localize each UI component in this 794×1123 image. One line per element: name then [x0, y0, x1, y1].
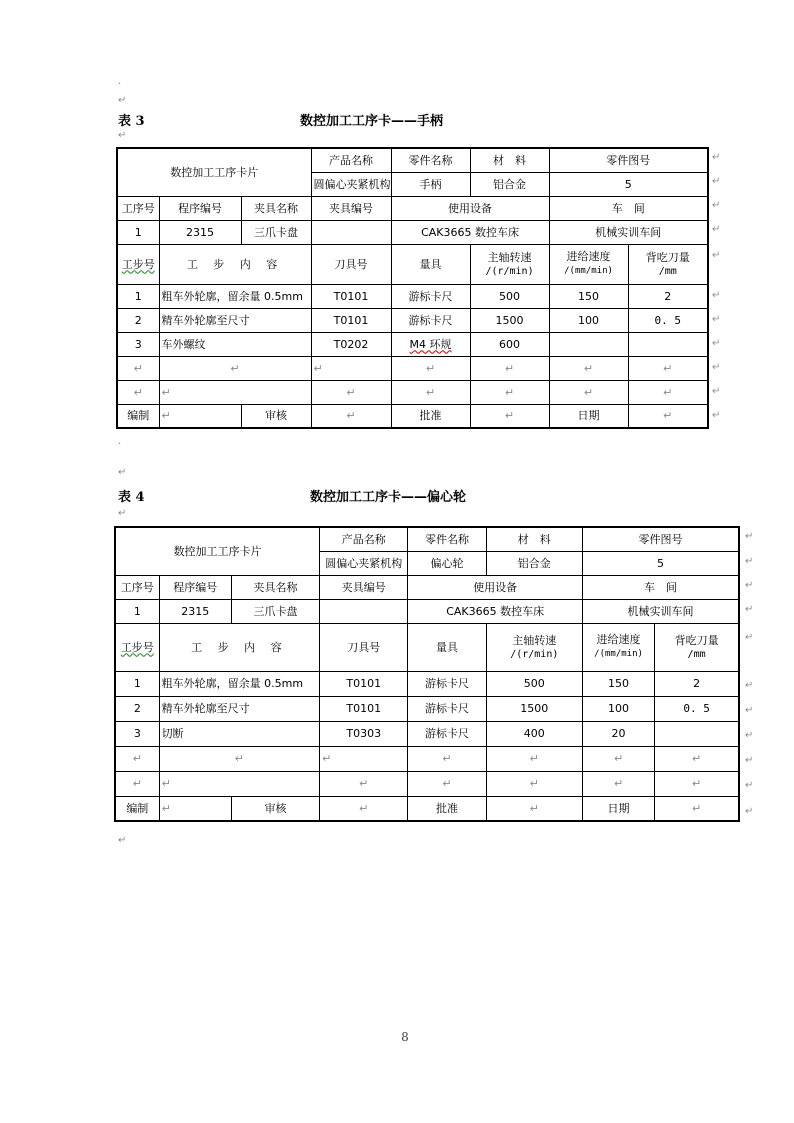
fixture-no-value: [320, 599, 408, 623]
header-speed: [486, 623, 582, 671]
header-equipment: 使用设备: [408, 575, 583, 599]
cell-mark: ↵: [408, 746, 486, 771]
cell-mark: ↵: [159, 404, 241, 428]
header-step-no: 工序号: [117, 196, 159, 220]
row-end-mark: ↵: [712, 338, 721, 349]
row-tool: T0101: [311, 284, 391, 308]
header-speed: [470, 244, 549, 284]
header-speed-unit: /(r/min): [510, 648, 559, 660]
table-row: [115, 671, 739, 696]
row-content: 精车外轮廓至尺寸: [159, 696, 320, 721]
material-value: 铝合金: [470, 172, 549, 196]
drawing-value: 5: [582, 551, 739, 575]
paragraph-mark: ↵: [118, 130, 127, 141]
row-no: 1: [115, 671, 159, 696]
cell-mark: ↵: [628, 404, 708, 428]
row-no: 3: [117, 332, 159, 356]
equipment-value: CAK3665 数控车床: [408, 599, 583, 623]
header-speed-label: 主轴转速: [487, 250, 532, 264]
cell-mark: ↵: [628, 356, 708, 380]
card-title: 数控加工工序卡片: [117, 148, 311, 196]
cell-mark: ↵: [655, 771, 739, 796]
row-depth: 2: [655, 671, 739, 696]
material-value: 铝合金: [486, 551, 582, 575]
footer-review: 审核: [231, 796, 319, 821]
row-feed: 100: [549, 308, 628, 332]
cell-mark: ↵: [470, 380, 549, 404]
row-tool: T0101: [311, 308, 391, 332]
header-fixture-name: 夹具名称: [231, 575, 319, 599]
paragraph-mark: ↵: [118, 835, 127, 846]
row-end-mark: ↵: [745, 680, 754, 691]
table-title: 数控加工工序卡——偏心轮: [310, 490, 467, 505]
cell-mark: ↵: [159, 356, 311, 380]
row-end-mark: ↵: [745, 755, 754, 766]
row-speed: 400: [486, 721, 582, 746]
product-value: 圆偏心夹紧机构: [311, 172, 391, 196]
row-no: 2: [117, 308, 159, 332]
header-product: 产品名称: [320, 527, 408, 551]
cell-mark: ↵: [582, 746, 654, 771]
paragraph-mark: ↵: [118, 95, 127, 106]
row-end-mark: ↵: [712, 176, 721, 187]
row-speed: 500: [486, 671, 582, 696]
row-no: 2: [115, 696, 159, 721]
header-feed: [549, 244, 628, 284]
row-feed: 150: [582, 671, 654, 696]
header-equipment: 使用设备: [391, 196, 549, 220]
header-step-no: 工序号: [115, 575, 159, 599]
footer-date: 日期: [582, 796, 654, 821]
product-value: 圆偏心夹紧机构: [320, 551, 408, 575]
cell-mark: ↵: [549, 380, 628, 404]
row-speed: 600: [470, 332, 549, 356]
table-row: [117, 332, 708, 356]
header-depth: [655, 623, 739, 671]
cell-mark: ↵: [582, 771, 654, 796]
part-name-value: 偏心轮: [408, 551, 486, 575]
cell-mark: ↵: [311, 380, 391, 404]
header-part-name: 零件名称: [408, 527, 486, 551]
header-feed-label: 进给速度: [566, 250, 611, 263]
row-speed: 1500: [486, 696, 582, 721]
row-end-mark: ↵: [712, 250, 721, 261]
row-end-mark: ↵: [745, 580, 754, 591]
program-value: 2315: [159, 599, 231, 623]
header-gauge: 量具: [391, 244, 470, 284]
cell-mark: ↵: [470, 356, 549, 380]
equipment-value: CAK3665 数控车床: [391, 220, 549, 244]
cell-mark: ↵: [628, 380, 708, 404]
fixture-name-value: 三爪卡盘: [241, 220, 311, 244]
header-work-step: 工步号: [115, 623, 159, 671]
header-speed-label: 主轴转速: [512, 633, 557, 647]
table-row-empty: [115, 746, 739, 771]
row-end-mark: ↵: [712, 410, 721, 421]
row-feed: [549, 332, 628, 356]
footer-date: 日期: [549, 404, 628, 428]
table-caption: 表 4: [118, 490, 145, 505]
row-content: 切断: [159, 721, 320, 746]
fixture-name-value: 三爪卡盘: [231, 599, 319, 623]
row-gauge: 游标卡尺: [391, 284, 470, 308]
card-title: 数控加工工序卡片: [115, 527, 320, 575]
drawing-value: 5: [549, 172, 708, 196]
header-material: 材 料: [470, 148, 549, 172]
header-depth: [628, 244, 708, 284]
row-end-mark: ↵: [712, 290, 721, 301]
row-end-mark: ↵: [712, 314, 721, 325]
row-feed: 150: [549, 284, 628, 308]
row-gauge: M4 环规: [391, 332, 470, 356]
paragraph-mark: ·: [118, 439, 122, 450]
header-depth-unit: /mm: [658, 265, 677, 277]
cell-mark: ↵: [159, 796, 231, 821]
row-speed: 500: [470, 284, 549, 308]
row-end-mark: ↵: [745, 730, 754, 741]
table-row-empty: [117, 380, 708, 404]
cell-mark: ↵: [655, 796, 739, 821]
row-tool: T0202: [311, 332, 391, 356]
table-row-empty: [117, 356, 708, 380]
cell-mark: ↵: [549, 356, 628, 380]
row-end-mark: ↵: [745, 780, 754, 791]
row-feed: 100: [582, 696, 654, 721]
header-workshop: 车 间: [582, 575, 739, 599]
header-depth-label: 背吃刀量: [645, 250, 690, 264]
table-title: 数控加工工序卡——手柄: [300, 114, 444, 129]
row-content: 粗车外轮廓，留余量 0.5mm: [159, 284, 311, 308]
part-name-value: 手柄: [391, 172, 470, 196]
paragraph-mark: ·: [118, 79, 122, 90]
row-end-mark: ↵: [745, 556, 754, 567]
cell-mark: ↵: [159, 771, 320, 796]
cell-mark: ↵: [320, 771, 408, 796]
step-no-value: 1: [115, 599, 159, 623]
row-gauge: 游标卡尺: [408, 671, 486, 696]
row-depth: 0. 5: [628, 308, 708, 332]
header-content: 工 步 内 容: [159, 623, 320, 671]
footer-review: 审核: [241, 404, 311, 428]
footer-compile: 编制: [115, 796, 159, 821]
row-content: 粗车外轮廓，留余量 0.5mm: [159, 671, 320, 696]
footer-compile: 编制: [117, 404, 159, 428]
cell-mark: ↵: [486, 771, 582, 796]
row-content: 精车外轮廓至尺寸: [159, 308, 311, 332]
paragraph-mark: ↵: [118, 467, 127, 478]
row-end-mark: ↵: [745, 604, 754, 615]
header-tool: 刀具号: [320, 623, 408, 671]
program-value: 2315: [159, 220, 241, 244]
header-depth-unit: /mm: [687, 648, 706, 660]
cell-mark: ↵: [159, 746, 320, 771]
cell-mark: ↵: [117, 356, 159, 380]
header-feed-label: 进给速度: [596, 633, 641, 646]
step-no-value: 1: [117, 220, 159, 244]
row-depth: 0. 5: [655, 696, 739, 721]
cell-mark: ↵: [115, 771, 159, 796]
header-part-name: 零件名称: [391, 148, 470, 172]
row-depth: 2: [628, 284, 708, 308]
table-row: [117, 308, 708, 332]
cell-mark: ↵: [320, 746, 408, 771]
row-no: 1: [117, 284, 159, 308]
row-content: 车外螺纹: [159, 332, 311, 356]
cell-mark: ↵: [486, 746, 582, 771]
fixture-no-value: [311, 220, 391, 244]
row-depth: [628, 332, 708, 356]
row-tool: T0303: [320, 721, 408, 746]
row-gauge: 游标卡尺: [391, 308, 470, 332]
cell-mark: ↵: [115, 746, 159, 771]
header-fixture-no: 夹具编号: [320, 575, 408, 599]
row-tool: T0101: [320, 696, 408, 721]
row-depth: [655, 721, 739, 746]
header-material: 材 料: [486, 527, 582, 551]
header-fixture-no: 夹具编号: [311, 196, 391, 220]
row-end-mark: ↵: [712, 224, 721, 235]
header-program: 程序编号: [159, 196, 241, 220]
footer-approve: 批准: [391, 404, 470, 428]
row-tool: T0101: [320, 671, 408, 696]
signature-row: [115, 796, 739, 821]
header-product: 产品名称: [311, 148, 391, 172]
row-no: 3: [115, 721, 159, 746]
header-feed-unit: /(mm/min): [594, 649, 643, 659]
paragraph-mark: ↵: [118, 508, 127, 519]
process-card-table: [116, 147, 709, 429]
cell-mark: ↵: [391, 380, 470, 404]
cell-mark: ↵: [470, 404, 549, 428]
workshop-value: 机械实训车间: [549, 220, 708, 244]
row-feed: 20: [582, 721, 654, 746]
process-card-table: [114, 526, 740, 822]
table-row: [115, 721, 739, 746]
header-fixture-name: 夹具名称: [241, 196, 311, 220]
header-workshop: 车 间: [549, 196, 708, 220]
footer-approve: 批准: [408, 796, 486, 821]
header-content: 工 步 内 容: [159, 244, 311, 284]
table-row: [117, 284, 708, 308]
row-end-mark: ↵: [712, 200, 721, 211]
cell-mark: ↵: [486, 796, 582, 821]
page-number: 8: [401, 1030, 409, 1044]
row-gauge: 游标卡尺: [408, 721, 486, 746]
row-end-mark: ↵: [712, 386, 721, 397]
row-gauge: 游标卡尺: [408, 696, 486, 721]
cell-mark: ↵: [311, 356, 391, 380]
signature-row: [117, 404, 708, 428]
header-feed: [582, 623, 654, 671]
header-feed-unit: /(mm/min): [564, 266, 613, 276]
header-program: 程序编号: [159, 575, 231, 599]
header-gauge: 量具: [408, 623, 486, 671]
cell-mark: ↵: [311, 404, 391, 428]
header-drawing: 零件图号: [582, 527, 739, 551]
header-work-step: 工步号: [117, 244, 159, 284]
table-row: [115, 696, 739, 721]
row-speed: 1500: [470, 308, 549, 332]
table-row-empty: [115, 771, 739, 796]
row-end-mark: ↵: [745, 705, 754, 716]
header-depth-label: 背吃刀量: [674, 633, 719, 647]
header-tool: 刀具号: [311, 244, 391, 284]
table-caption: 表 3: [118, 114, 145, 129]
cell-mark: ↵: [655, 746, 739, 771]
row-end-mark: ↵: [745, 531, 754, 542]
cell-mark: ↵: [391, 356, 470, 380]
row-end-mark: ↵: [712, 362, 721, 373]
cell-mark: ↵: [117, 380, 159, 404]
cell-mark: ↵: [408, 771, 486, 796]
row-end-mark: ↵: [745, 806, 754, 817]
workshop-value: 机械实训车间: [582, 599, 739, 623]
header-speed-unit: /(r/min): [485, 265, 534, 277]
row-end-mark: ↵: [745, 632, 754, 643]
row-end-mark: ↵: [712, 152, 721, 163]
cell-mark: ↵: [159, 380, 311, 404]
cell-mark: ↵: [320, 796, 408, 821]
header-drawing: 零件图号: [549, 148, 708, 172]
